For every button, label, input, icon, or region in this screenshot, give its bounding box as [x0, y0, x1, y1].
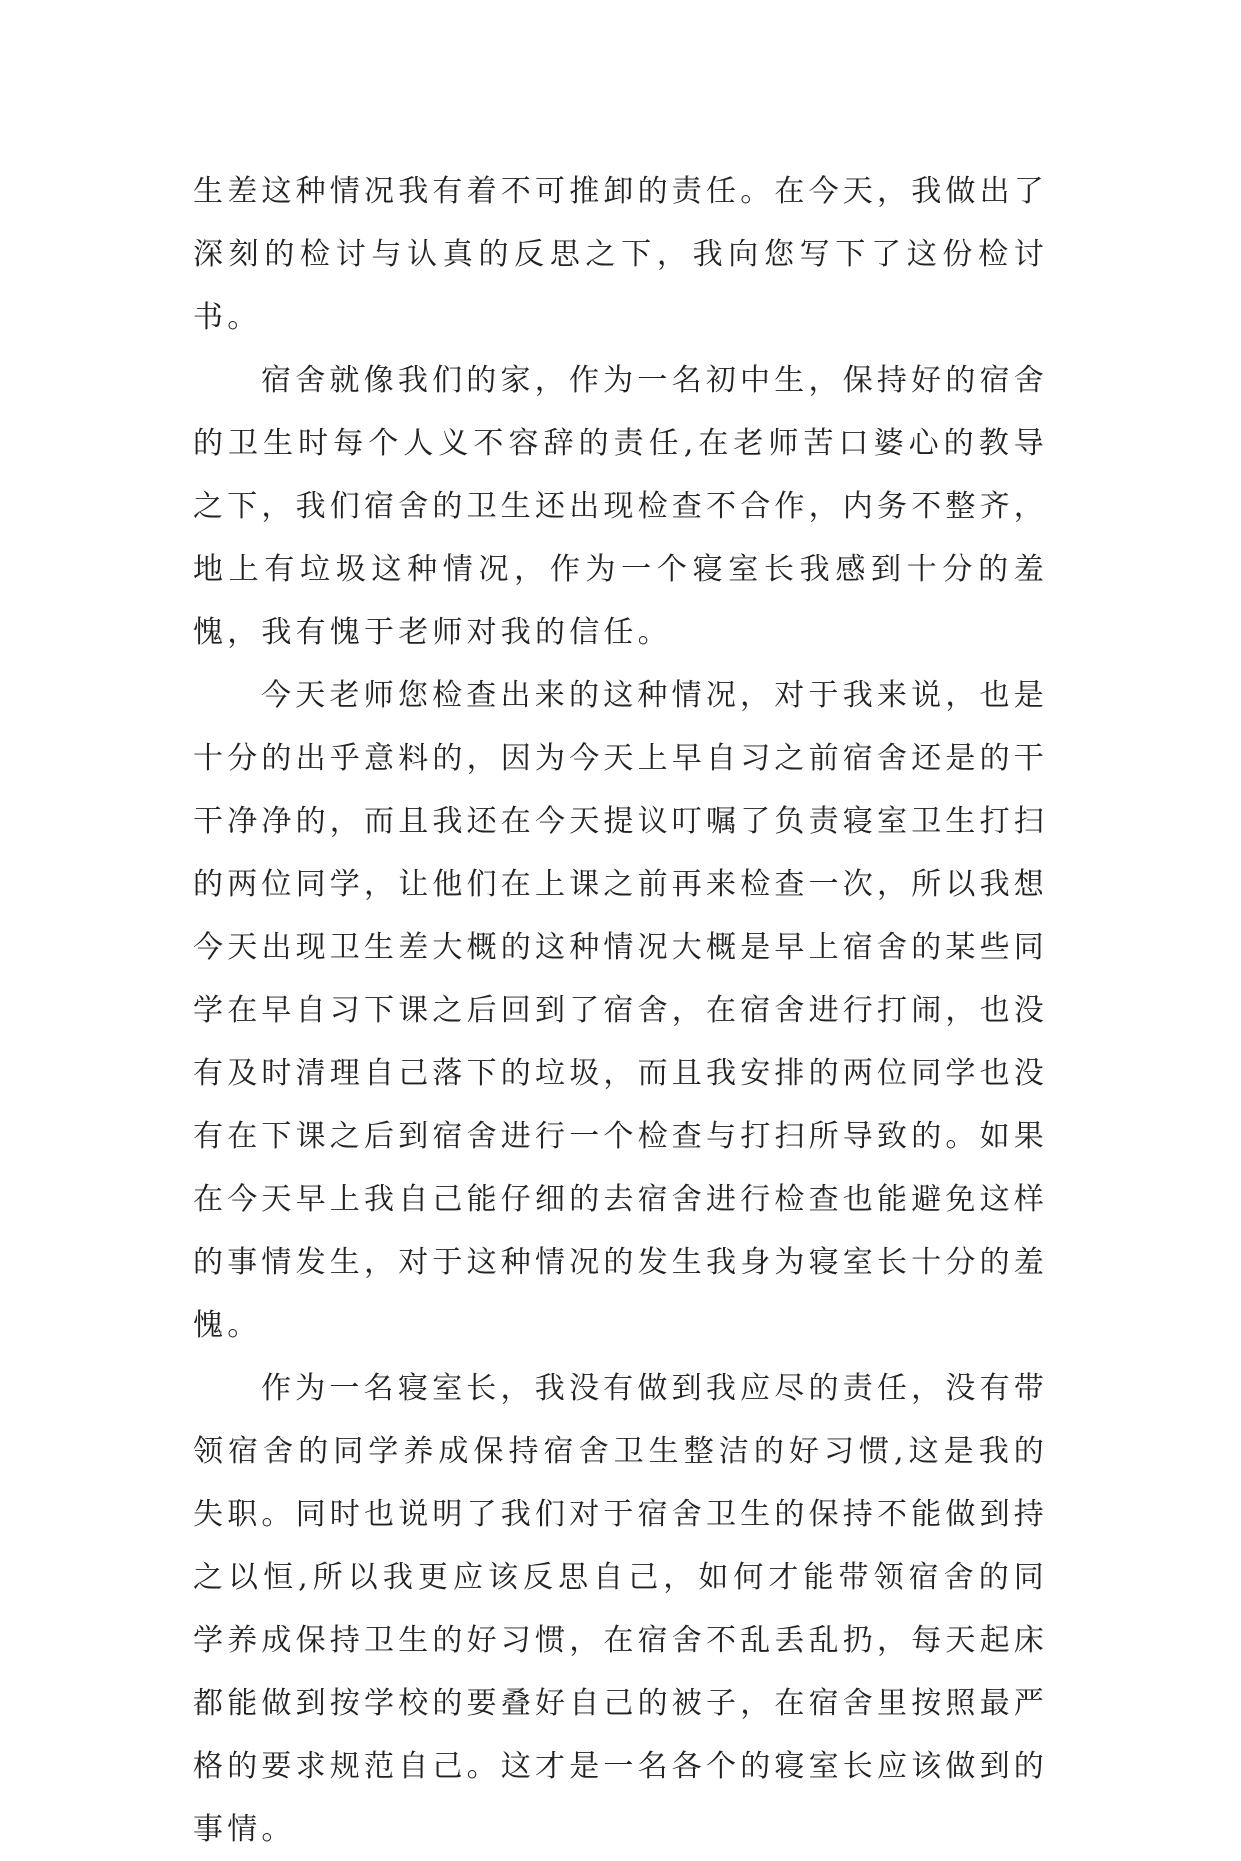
paragraph-inspection-explanation: 今天老师您检查出来的这种情况，对于我来说，也是十分的出乎意料的，因为今天上早自习之前宿舍还是的干干净净的，而且我还在今天提议叮嘱了负责寝室卫生打扫的两位同学，让他们在上课之前再来检查一次，所以我想今天出现卫生差大概的这种情况大概是早上宿舍的某些同学在早自习下课之后回到了宿舍，在宿舍进行打闹，也没有及时清理自己落下的垃圾，而且我安排的两位同学也没有在下课之后到宿舍进行一个检查与打扫所导致的。如果在今天早上我自己能仔细的去宿舍进行检查也能避免这样的事情发生，对于这种情况的发生我身为寝室长十分的羞愧。	[193, 678, 1048, 1343]
document-body	[193, 160, 1048, 1861]
paragraph-reflection: 作为一名寝室长，我没有做到我应尽的责任，没有带领宿舍的同学养成保持宿舍卫生整洁的好习惯,这是我的失职。同时也说明了我们对于宿舍卫生的保持不能做到持之以恒,所以我更应该反思自己，如何才能带领宿舍的同学养成保持卫生的好习惯，在宿舍不乱丢乱扔，每天起床都能做到按学校的要叠好自己的被子，在宿舍里按照最严格的要求规范自己。这才是一名各个的寝室长应该做到的事情。	[193, 1371, 1048, 1847]
paragraph-continued: 生差这种情况我有着不可推卸的责任。在今天，我做出了深刻的检讨与认真的反思之下，我向您写下了这份检讨书。	[193, 174, 1048, 335]
paragraph-dormitory-duty: 宿舍就像我们的家，作为一名初中生，保持好的宿舍的卫生时每个人义不容辞的责任,在老师苦口婆心的教导之下，我们宿舍的卫生还出现检查不合作，内务不整齐，地上有垃圾这种情况，作为一个寝室长我感到十分的羞愧，我有愧于老师对我的信任。	[193, 363, 1048, 650]
